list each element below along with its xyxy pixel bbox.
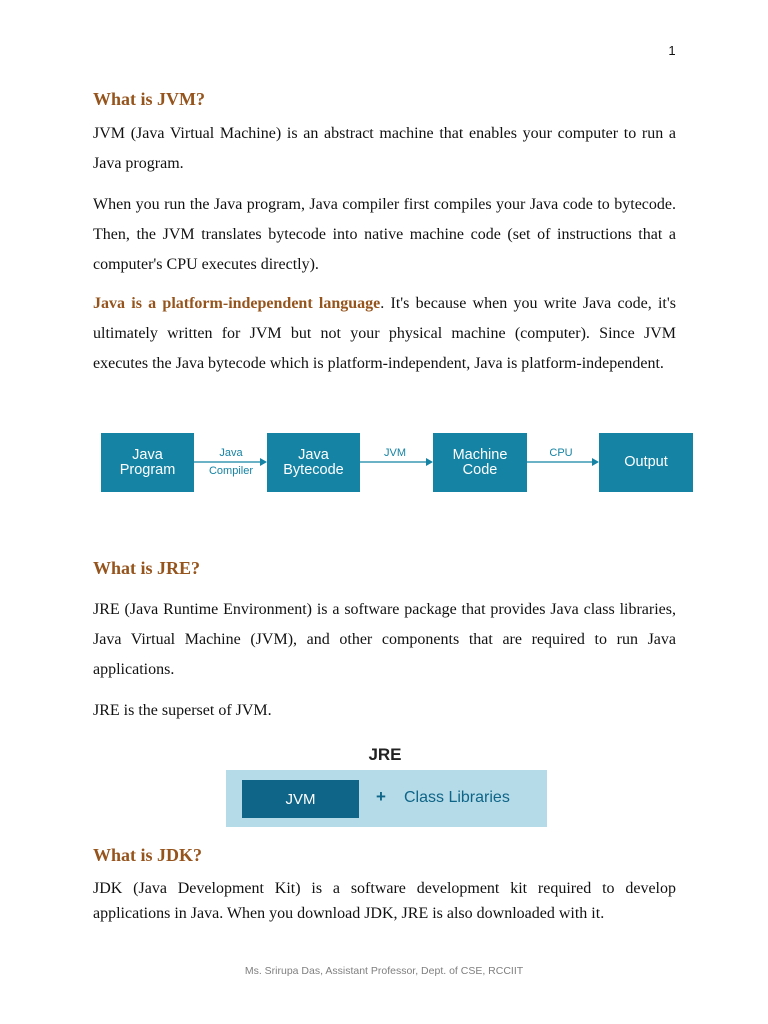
jre-paragraph-2: JRE is the superset of JVM.	[93, 702, 272, 719]
jvm-paragraph-2: When you run the Java program, Java compiler first compiles your Java code to bytecode. Then, the JVM translates bytecode into native machine code (set of instructions that a computer's CPU executes directly).	[93, 196, 676, 273]
plus-icon: +	[376, 787, 386, 806]
label-java-compiler-bottom: Compiler	[208, 465, 253, 477]
jdk-paragraph-1: JDK (Java Development Kit) is a software development kit required to develop applications in Java. When you download JDK, JRE is also downloaded with it.	[93, 880, 676, 922]
box-java-bytecode-line2: Bytecode	[283, 461, 344, 478]
box-machine-code	[433, 433, 527, 492]
label-java-compiler-top: Java	[219, 447, 243, 459]
heading-what-is-jre: What is JRE?	[93, 558, 201, 578]
box-output: Output	[599, 433, 693, 492]
box-java-program-line2: Program	[119, 461, 176, 478]
jre-paragraph-1: JRE (Java Runtime Environment) is a software package that provides Java class libraries, Java Virtual Machine (JVM), and other components that are required to run Java applications.	[93, 601, 676, 678]
java-execution-flow-diagram	[101, 433, 693, 493]
box-java-bytecode	[267, 433, 360, 492]
label-jvm: JVM	[384, 447, 406, 459]
arrowhead-jvm	[426, 458, 433, 466]
page-number: 1	[668, 43, 676, 58]
jre-class-libraries: Class Libraries	[404, 789, 510, 806]
box-machine-code-line2: Code	[462, 461, 498, 478]
jre-diagram	[226, 770, 547, 827]
heading-what-is-jvm: What is JVM?	[93, 89, 205, 109]
heading-what-is-jdk: What is JDK?	[93, 845, 203, 865]
label-cpu: CPU	[549, 447, 573, 459]
jvm-paragraph-3	[93, 289, 676, 379]
box-machine-code-line1: Machine	[452, 446, 508, 463]
box-java-bytecode-line1: Java	[298, 446, 329, 463]
jre-diagram-title: JRE	[368, 745, 402, 764]
jvm-paragraph-1: JVM (Java Virtual Machine) is an abstract machine that enables your computer to run a Java program.	[93, 125, 676, 172]
platform-independent-highlight: Java is a platform-independent language	[93, 295, 381, 312]
arrowhead-cpu	[592, 458, 599, 466]
jvm-paragraph-3-text: . It's because when you write Java code, it's ultimately written for JVM but not your physical machine (computer). Since JVM executes the Java bytecode which is platform-independent, Java is platform-independent.	[93, 295, 676, 372]
jre-jvm-box: JVM	[242, 780, 359, 818]
box-java-program	[101, 433, 194, 492]
page-footer: Ms. Srirupa Das, Assistant Professor, Dept. of CSE, RCCIIT	[244, 965, 524, 977]
box-java-program-line1: Java	[132, 446, 163, 463]
arrowhead-compiler	[260, 458, 267, 466]
